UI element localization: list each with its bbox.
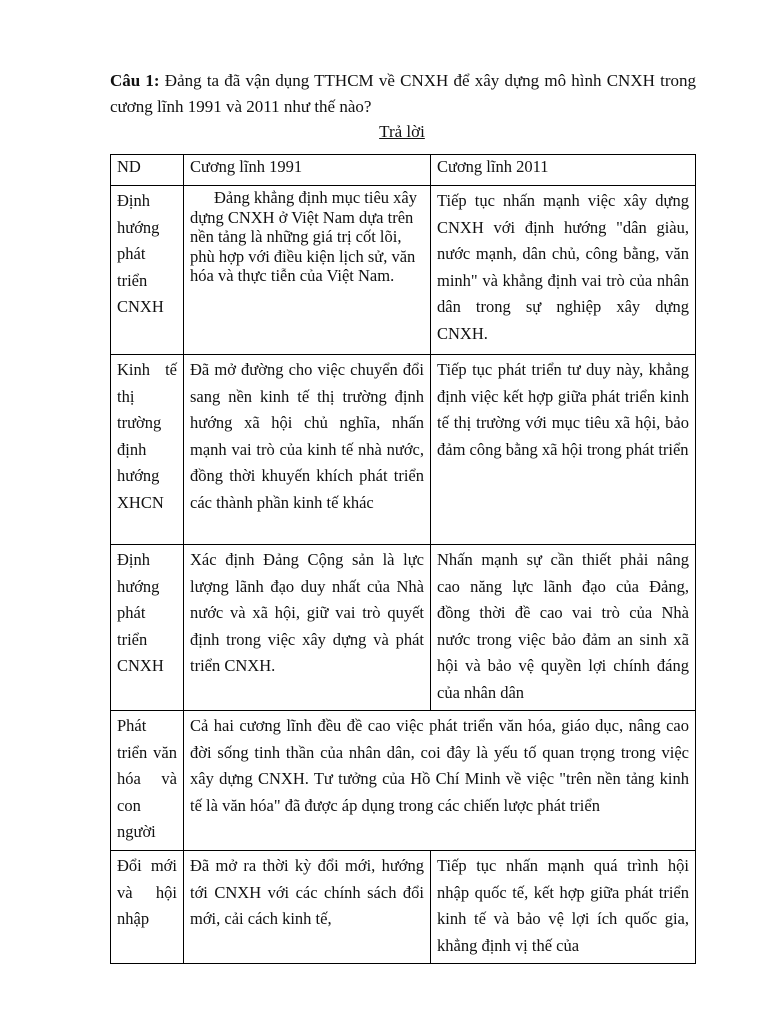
question-body: Đảng ta đã vận dụng TTHCM về CNXH để xây dựng mô hình CNXH trong cương lĩnh 1991 và 2011 như thế nào? <box>110 71 696 116</box>
table-header-row <box>111 155 696 186</box>
cell-2011: Tiếp tục nhấn mạnh quá trình hội nhập quốc tế, kết hợp giữa phát triển kinh tế và bảo vệ lợi ích quốc gia, khẳng định vị thế của <box>431 851 696 964</box>
question-text <box>110 68 696 120</box>
header-1991: Cương lĩnh 1991 <box>184 155 431 186</box>
row-topic: Định hướng phát triển CNXH <box>111 545 184 711</box>
row-topic: Phát triển văn hóa và con người <box>111 711 184 851</box>
table-row <box>111 186 696 355</box>
row-topic: Định hướng phát triển CNXH <box>111 186 184 355</box>
table-row <box>111 545 696 711</box>
table-row <box>111 851 696 964</box>
row-topic: Kinh tế thị trường định hướng XHCN <box>111 355 184 545</box>
cell-merged: Cả hai cương lĩnh đều đề cao việc phát triển văn hóa, giáo dục, nâng cao đời sống tinh thần của nhân dân, coi đây là yếu tố quan trọng trong việc xây dựng CNXH. Tư tưởng của Hồ Chí Minh về việc "trên nền tảng kinh tế là văn hóa" đã được áp dụng trong các chiến lược phát triển <box>184 711 696 851</box>
cell-1991: Đảng khẳng định mục tiêu xây dựng CNXH ở Việt Nam dựa trên nền tảng là những giá trị cốt lõi, phù hợp với điều kiện lịch sử, văn hóa và thực tiễn của Việt Nam. <box>184 186 431 355</box>
cell-1991: Đã mở ra thời kỳ đổi mới, hướng tới CNXH với các chính sách đổi mới, cải cách kinh tế, <box>184 851 431 964</box>
header-2011: Cương lĩnh 2011 <box>431 155 696 186</box>
answer-title: Trả lời <box>379 122 425 141</box>
row-topic: Đổi mới và hội nhập <box>111 851 184 964</box>
question-label: Câu 1: <box>110 71 160 90</box>
header-nd: ND <box>111 155 184 186</box>
cell-2011: Tiếp tục nhấn mạnh việc xây dựng CNXH với định hướng "dân giàu, nước mạnh, dân chủ, công bằng, văn minh" và khẳng định vai trò của nhân dân trong sự nghiệp xây dựng CNXH. <box>431 186 696 355</box>
cell-2011: Tiếp tục phát triển tư duy này, khẳng định việc kết hợp giữa phát triển kinh tế thị trường với mục tiêu xã hội, bảo đảm công bằng xã hội trong phát triển <box>431 355 696 545</box>
table-row <box>111 711 696 851</box>
cell-2011: Nhấn mạnh sự cần thiết phải nâng cao năng lực lãnh đạo của Đảng, đồng thời đề cao vai trò của Nhà nước trong việc bảo đảm an sinh xã hội và bảo vệ quyền lợi chính đáng của nhân dân <box>431 545 696 711</box>
cell-1991: Đã mở đường cho việc chuyển đổi sang nền kinh tế thị trường định hướng xã hội chủ nghĩa, nhấn mạnh vai trò của kinh tế nhà nước, đồng thời khuyến khích phát triển các thành phần kinh tế khác <box>184 355 431 545</box>
cell-1991: Xác định Đảng Cộng sản là lực lượng lãnh đạo duy nhất của Nhà nước và xã hội, giữ vai trò quyết định trong việc xây dựng và phát triển CNXH. <box>184 545 431 711</box>
comparison-table <box>110 154 696 964</box>
table-row <box>111 355 696 545</box>
